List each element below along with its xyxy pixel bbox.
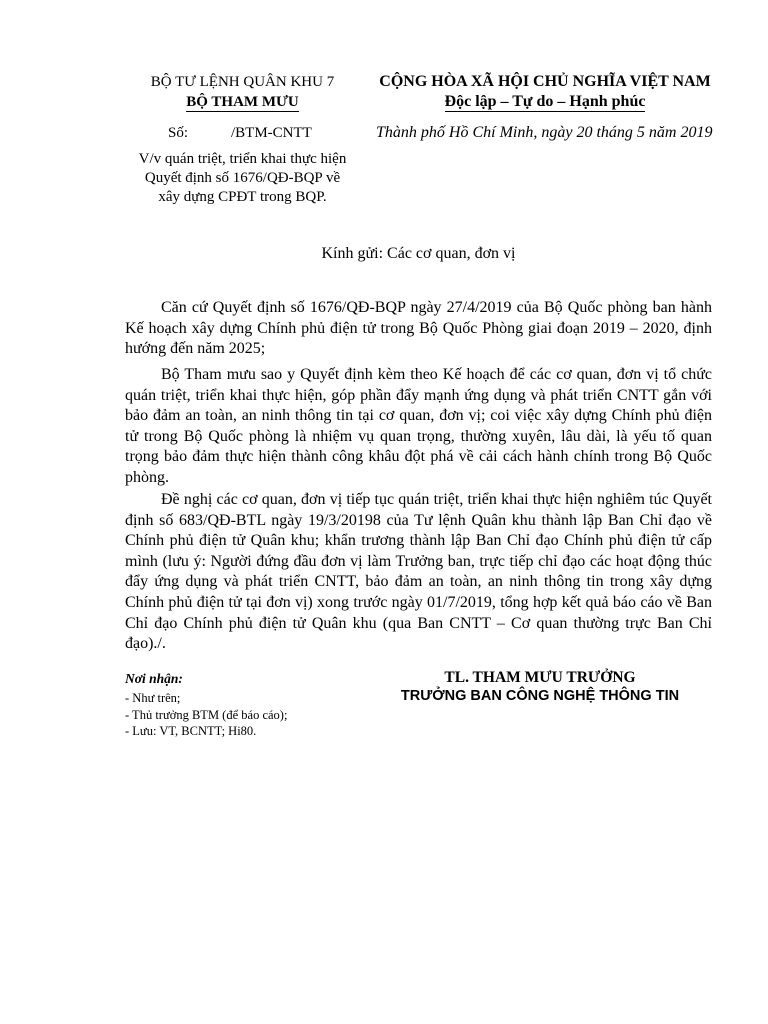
body-paragraph-2: Bộ Tham mưu sao y Quyết định kèm theo Kế hoạch để các cơ quan, đơn vị tổ chức quán triệt, triển khai thực hiện, góp phần đẩy mạnh ứng dụng và phát triển CNTT gắn với bảo đảm an toàn, an ninh thông tin tại cơ quan, đơn vị; coi việc xây dựng Chính phủ điện tử trong Bộ Quốc phòng là nhiệm vụ quan trọng, thường xuyên, lâu dài, là yếu tố quan trọng bảo đảm thực hiện thành công khâu đột phá về cải cách hành chính trong Bộ Quốc phòng. — [125, 366, 712, 486]
document-number-code: /BTM-CNTT — [231, 125, 312, 141]
national-title: CỘNG HÒA XÃ HỘI CHỦ NGHĨA VIỆT NAM — [379, 73, 711, 90]
salutation: Kính gửi: Các cơ quan, đơn vị — [321, 245, 516, 262]
recipient-item: - Thủ trưởng BTM (để báo cáo); — [125, 707, 288, 722]
motto-wrapper — [375, 92, 715, 112]
body-paragraph-3: Đề nghị các cơ quan, đơn vị tiếp tục quán triệt, triển khai thực hiện nghiêm túc Quyết định số 683/QĐ-BTL ngày 19/3/20198 của Tư lệnh Quân khu thành lập Ban Chỉ đạo về Chính phủ điện tử Quân khu; khẩn trương thành lập Ban Chỉ đạo Chính phủ điện tử cấp mình (lưu ý: Người đứng đầu đơn vị làm Trưởng ban, trực tiếp chỉ đạo các hoạt động thúc đẩy ứng dụng và phát triển CNTT, bảo đảm an toàn, an ninh thông tin trong xây dựng Chính phủ điện tử tại đơn vị) xong trước ngày 01/7/2019, tổng hợp kết quả báo cáo về Ban Chỉ đạo Chính phủ điện tử Quân khu (qua Ban CNTT – Cơ quan thường trực Ban Chỉ đạo)./. — [125, 491, 712, 653]
subject-line: V/v quán triệt, triển khai thực hiện — [138, 151, 347, 167]
department-name-text: BỘ THAM MƯU — [186, 94, 299, 110]
recipient-item: - Lưu: VT, BCNTT; Hi80. — [125, 724, 257, 738]
place-date: Thành phố Hồ Chí Minh, ngày 20 tháng 5 năm 2019 — [376, 124, 713, 141]
issuing-agency-block — [120, 72, 365, 112]
recipients-list — [125, 690, 287, 740]
agency-name: BỘ TƯ LỆNH QUÂN KHU 7 — [150, 74, 335, 90]
department-name — [120, 92, 365, 112]
document-number-label: Số: — [168, 125, 189, 141]
recipients-title: Nơi nhận: — [125, 671, 183, 686]
signature-title-2: TRƯỞNG BAN CÔNG NGHỆ THÔNG TIN — [400, 688, 680, 704]
body-paragraph-1: Căn cứ Quyết định số 1676/QĐ-BQP ngày 27/4/2019 của Bộ Quốc phòng ban hành Kế hoạch xây dựng Chính phủ điện tử trong Bộ Quốc Phòng giai đoạn 2019 – 2020, định hướng đến năm 2025; — [125, 299, 712, 358]
subject-line: Quyết định số 1676/QĐ-BQP về — [144, 170, 341, 186]
national-header — [375, 72, 715, 112]
subject-line: xây dựng CPĐT trong BQP. — [158, 189, 327, 205]
recipient-item: - Như trên; — [125, 691, 181, 705]
signature-title-1: TL. THAM MƯU TRƯỞNG — [444, 669, 636, 686]
document-subject — [120, 150, 365, 207]
motto: Độc lập – Tự do – Hạnh phúc — [444, 93, 646, 110]
